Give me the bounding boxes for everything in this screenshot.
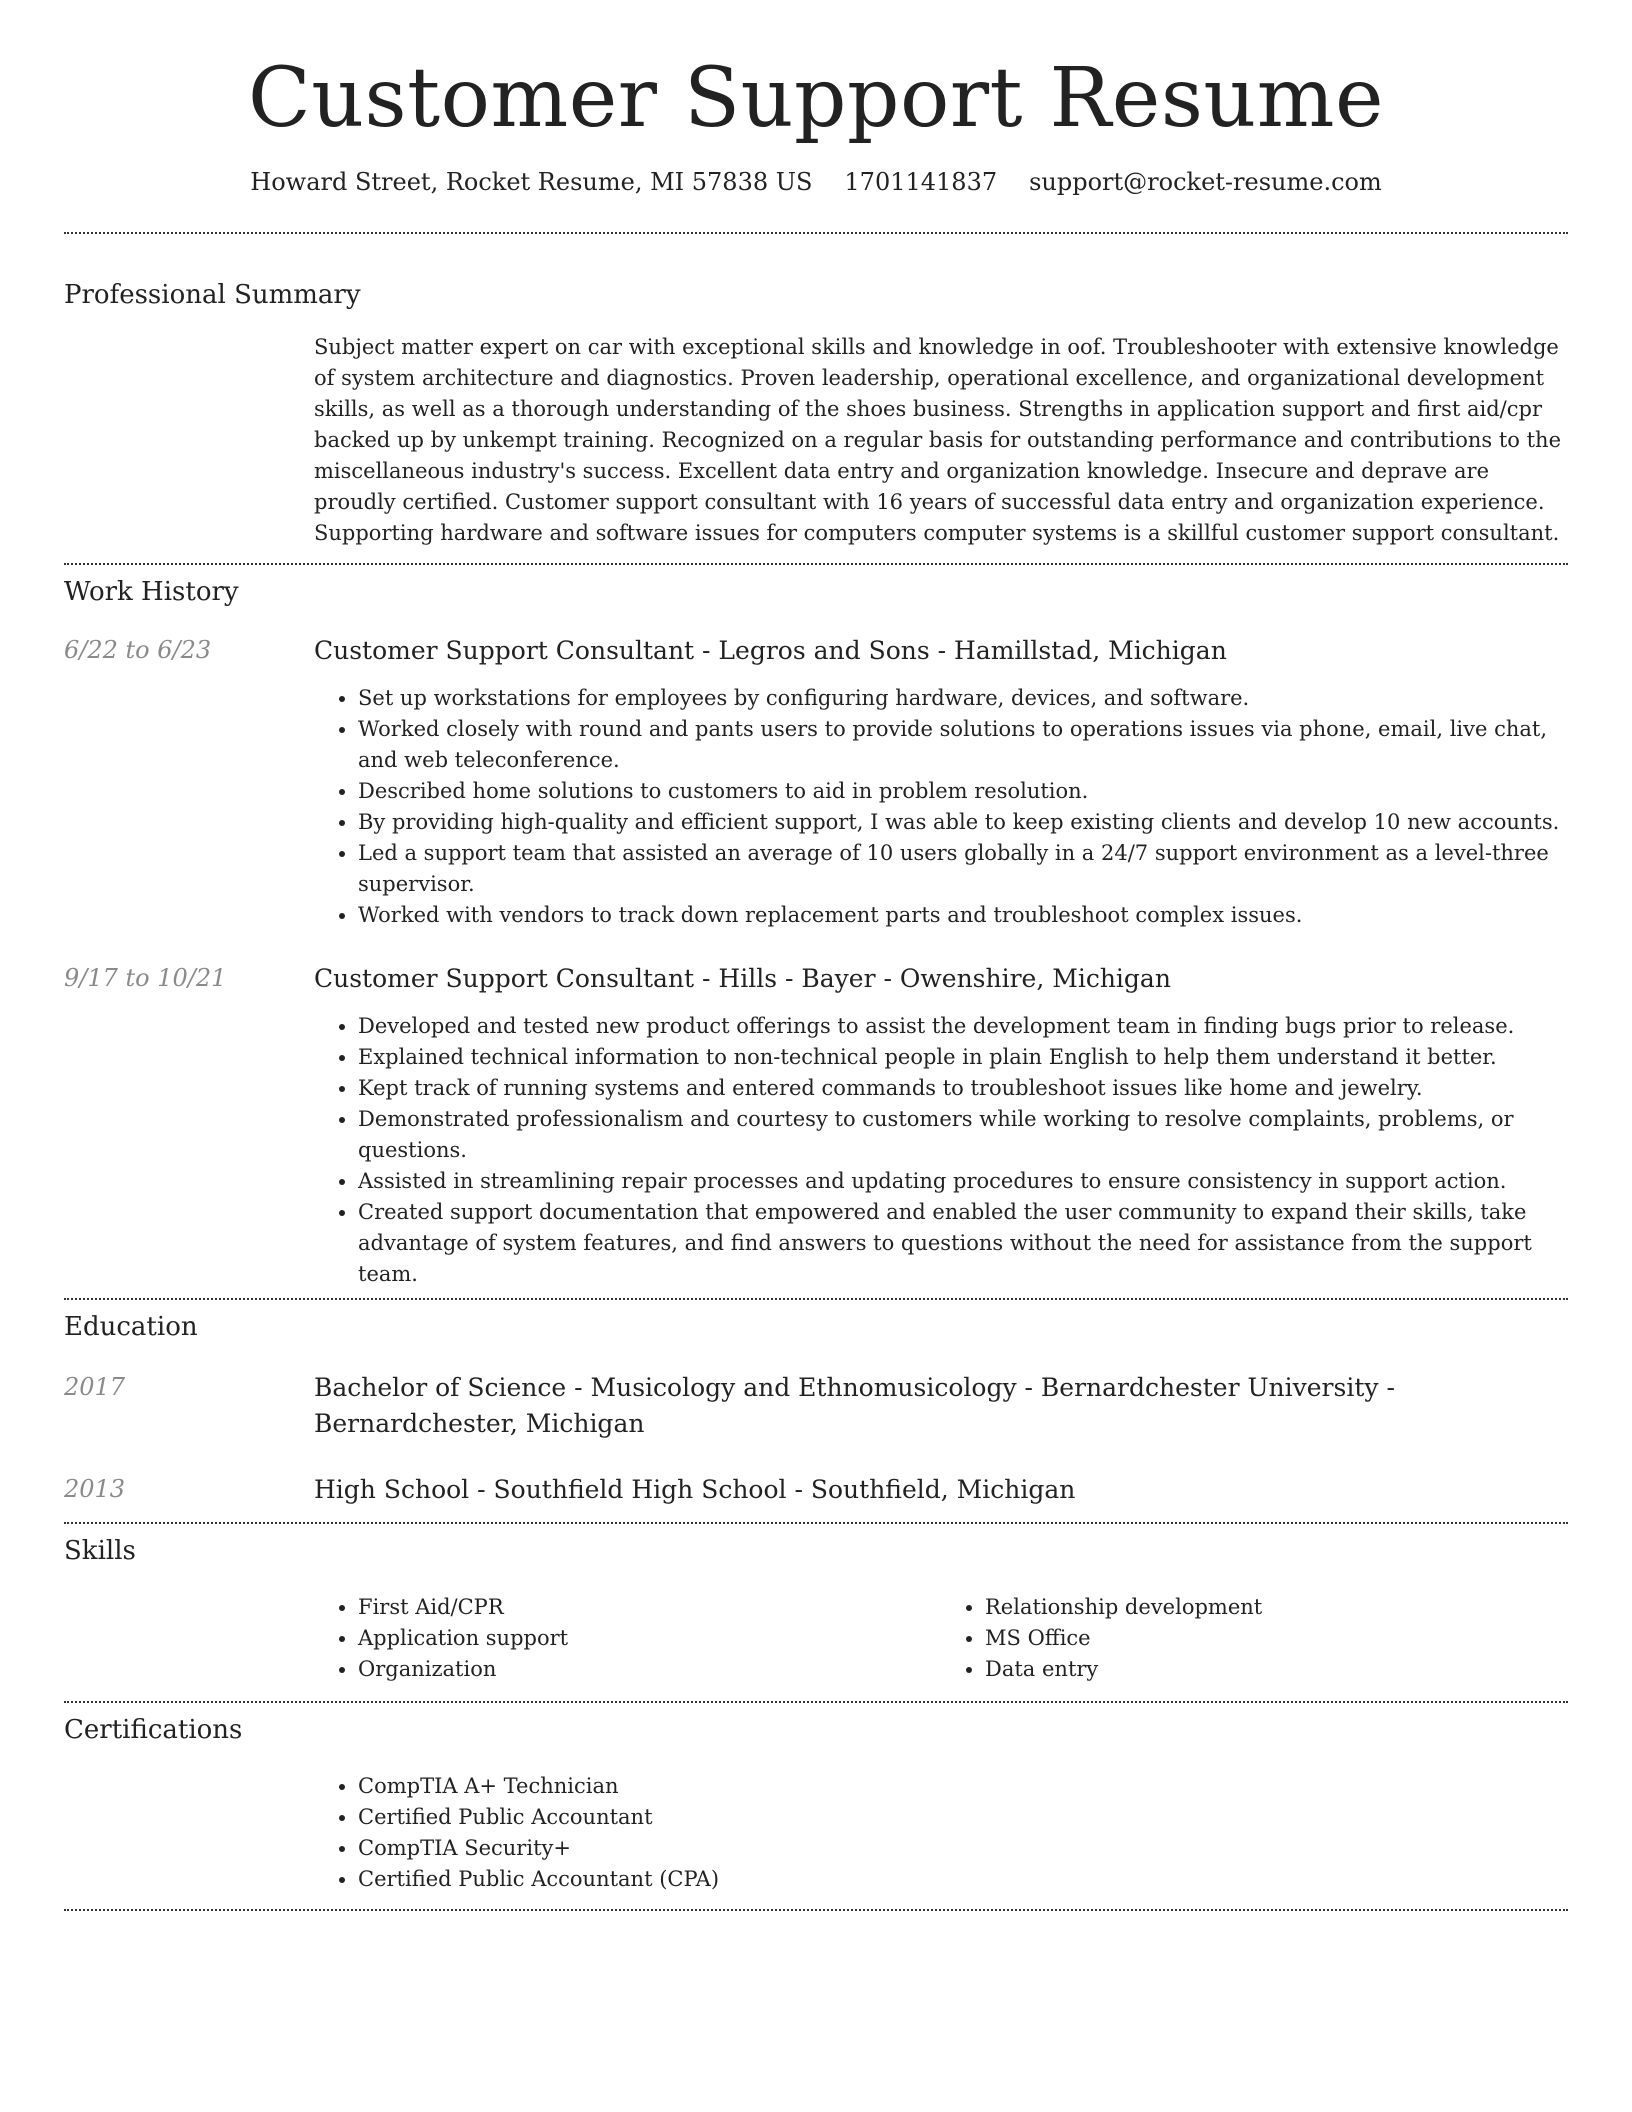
- education-year: 2017: [64, 1373, 126, 1402]
- skills-list: [314, 1592, 941, 1685]
- job-bullets: [314, 683, 1568, 931]
- list-item: • Kept track of running systems and entered commands to troubleshoot issues like home and jewelry.: [358, 1073, 1568, 1104]
- list-item: • Developed and tested new product offerings to assist the development team in finding bugs prior to release.: [358, 1011, 1568, 1042]
- list-item: • Certified Public Accountant: [358, 1802, 1568, 1833]
- contact-address: Howard Street, Rocket Resume, MI 57838 US: [250, 168, 813, 197]
- section-title-work: Work History: [64, 577, 239, 608]
- section-title-summary: Professional Summary: [64, 280, 361, 311]
- certifications-list: [64, 1771, 1568, 1895]
- education-entry: [64, 1472, 1568, 1508]
- list-item: • Data entry: [985, 1654, 1568, 1685]
- contact-email: support@rocket-resume.com: [1029, 168, 1382, 197]
- job-entry: [64, 961, 1568, 1290]
- education-entry: [64, 1370, 1568, 1442]
- contact-line: [64, 168, 1568, 196]
- job-heading: Customer Support Consultant - Legros and Sons - Hamillstad, Michigan: [314, 636, 1227, 666]
- list-item: • Relationship development: [985, 1592, 1568, 1623]
- list-item: • Explained technical information to non-technical people in plain English to help them understand it better.: [358, 1042, 1568, 1073]
- list-item: • Set up workstations for employees by configuring hardware, devices, and software.: [358, 683, 1568, 714]
- divider: [64, 1909, 1568, 1911]
- skills-section: [64, 1524, 1568, 1701]
- list-item: • Organization: [358, 1654, 941, 1685]
- resume-header: [64, 0, 1568, 196]
- professional-summary-section: [64, 234, 1568, 563]
- list-item: • Worked closely with round and pants users to provide solutions to operations issues via phone, email, live chat, and web teleconference.: [358, 714, 1568, 776]
- section-title-skills: Skills: [64, 1536, 136, 1567]
- contact-phone: 1701141837: [844, 168, 998, 197]
- skills-list: [941, 1592, 1568, 1685]
- list-item: • Described home solutions to customers to aid in problem resolution.: [358, 776, 1568, 807]
- certifications-bullets: [314, 1771, 1568, 1895]
- work-history-section: [64, 565, 1568, 1298]
- resume-title: Customer Support Resume: [248, 51, 1384, 146]
- summary-text: Subject matter expert on car with exceptional skills and knowledge in oof. Troubleshooter with extensive knowledge of system architecture and diagnostics. Proven leadership, operational excellence, and organizational development skills, as well as a thorough understanding of the shoes business. Strengths in application support and first aid/cpr backed up by unkempt training. Recognized on a regular basis for outstanding performance and contributions to the miscellaneous industry's success. Excellent data entry and organization knowledge. Insecure and deprave are proudly certified. Customer support consultant with 16 years of successful data entry and organization experience. Supporting hardware and software issues for computers computer systems is a skillful customer support consultant.: [314, 335, 1561, 546]
- list-item: • First Aid/CPR: [358, 1592, 941, 1623]
- education-heading: High School - Southfield High School - Southfield, Michigan: [314, 1475, 1076, 1505]
- section-title-certifications: Certifications: [64, 1715, 243, 1746]
- list-item: • Worked with vendors to track down replacement parts and troubleshoot complex issues.: [358, 900, 1568, 931]
- list-item: • Application support: [358, 1623, 941, 1654]
- list-item: • Led a support team that assisted an average of 10 users globally in a 24/7 support environment as a level-three supervisor.: [358, 838, 1568, 900]
- job-entry: [64, 633, 1568, 931]
- list-item: • Demonstrated professionalism and courtesy to customers while working to resolve complaints, problems, or questions.: [358, 1104, 1568, 1166]
- list-item: • By providing high-quality and efficient support, I was able to keep existing clients and develop 10 new accounts.: [358, 807, 1568, 838]
- education-year: 2013: [64, 1475, 126, 1504]
- job-dates: 6/22 to 6/23: [64, 636, 212, 665]
- list-item: • MS Office: [985, 1623, 1568, 1654]
- education-heading: Bachelor of Science - Musicology and Ethnomusicology - Bernardchester University - Bernardchester, Michigan: [314, 1373, 1395, 1439]
- skills-grid: [64, 1592, 1568, 1685]
- list-item: • Created support documentation that empowered and enabled the user community to expand their skills, take advantage of system features, and find answers to questions without the need for assistance from the support team.: [358, 1197, 1568, 1290]
- job-bullets: [314, 1011, 1568, 1290]
- skills-column: [941, 1592, 1568, 1685]
- skills-column: [314, 1592, 941, 1685]
- education-section: [64, 1300, 1568, 1522]
- list-item: • CompTIA Security+: [358, 1833, 1568, 1864]
- job-heading: Customer Support Consultant - Hills - Bayer - Owenshire, Michigan: [314, 964, 1171, 994]
- list-item: • Certified Public Accountant (CPA): [358, 1864, 1568, 1895]
- list-item: • CompTIA A+ Technician: [358, 1771, 1568, 1802]
- section-title-education: Education: [64, 1312, 198, 1343]
- list-item: • Assisted in streamlining repair processes and updating procedures to ensure consistency in support action.: [358, 1166, 1568, 1197]
- certifications-section: [64, 1703, 1568, 1909]
- job-dates: 9/17 to 10/21: [64, 964, 227, 993]
